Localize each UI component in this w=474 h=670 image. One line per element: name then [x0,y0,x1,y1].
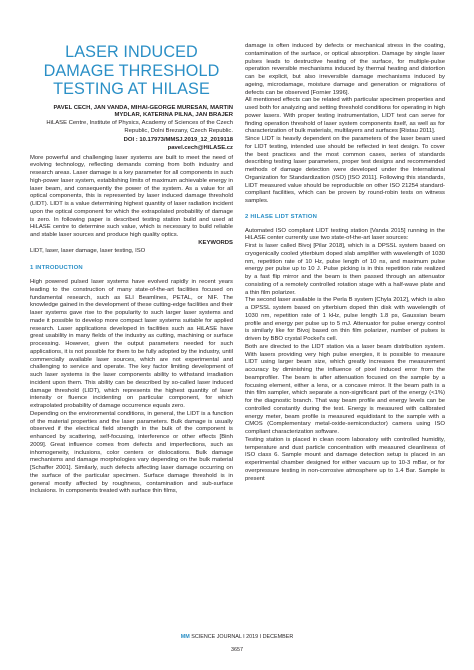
right-column [245,43,445,483]
paper-title: LASER INDUCED DAMAGE THRESHOLD TESTING AT HILASE [43,43,220,98]
keywords: LIDT, laser, laser damage, laser testing, ISO [30,247,146,254]
section-heading-hilase-lidt-station: 2 HILASE LIDT STATION [245,213,318,220]
paragraph: First is laser called Bivoj [Pilar 2018], which is a DPSSL system based on cryogenically cooled ytterbium doped slab amplifier with wavelength of 1030 nm, repetition rate of 10 Hz, pulse length of 10 ns, and maximum pulse energy per pulse up to 10 J. Pulse picking is in this repetition rate realized by a fast flip mirror and the beam is then passed through an attenuator consisting of a remotely controlled rotation stage with a half-wave plate and a thin film polarizer. [245,243,445,296]
paragraph: Both are directed to the LIDT station via a laser beam distribution system. With lasers providing very high pulse energies, it is possible to measure LIDT using larger beam size, which greatly increases the measurement accuracy by diminishing the influence of pixel induced error from the beamprofiler. The beam is after attenuation focused on the sample by a focusing element, either a lens, or a concave mirror. It the beam path is a thin film sampler, which separate a non-significant part of the energy (<1%) for the diagnostic branch. That way beam profile and energy levels can be controlled constantly during the test. Energy is measured with calibrated energy meter, beam profile is measured equidistant to the sample with a CMOS (Complementary metal-oxide-semiconductor) camera using ISO compliant characterization software. [245,343,445,435]
paragraph: damage is often induced by defects or mechanical stress in the coating, contamination of the surface, or optical absorption. Damage by single laser pulses leads to destructive heating of the surface, for multiple-pulse operation reversible mechanisms induced by thermal heating and distortion can be explicit, but also irreversible damage mechanisms induced by ageing, microdamage, moisture damage and generation or migrations of defects can be observed [Fornier 1996]. [245,43,445,96]
authors: PAVEL CECH, JAN VANDA, MIHAI-GEORGE MURESAN, MARTIN MYDLAR, KATERINA PILNA, JAN BRAJER [53,104,233,119]
paragraph: High powered pulsed laser systems have evolved rapidly in recent years leading to the construction of many state-of-the-art facilities focused on fundamental research, such as ELI Beamlines, PETAL, or NIF. The knowledge gained in the development of these cutting-edge facilities and their laser systems gave rise to the popularity to such larger laser systems and made it possible to develop more compact laser systems suitable for applied research. Laser applications developed in facilities such as HiLASE have great usability in many fields of the industry as cutting, machining or surface processing. However, given the output parameters needed for such applications, it is not possible for them to be fully adopted by the industry, until commercially available laser sources, which are not experimental and challenging to service and operate. The key factor limiting development of such laser systems is the laser components ability to withstand irradiation incident upon them. This ability can be described by so-called laser induced damage threshold (LIDT), which represents the highest quantity of laser intensity or fluence incidenting on particular component, for which extrapolated probability of damage occurrence equals zero. [30,279,233,409]
page-number: 3657 [231,647,243,653]
left-column [30,43,233,496]
journal-footer [0,634,474,640]
abstract: More powerful and challenging laser systems are built to meet the need of evolving technology, reflecting demands coming from both industry and research areas. Laser damage is a key parameter for all components in such high-power laser system, establishing limits of maximum achievable energy in laser beam, and consequently the power of the system. As a value for all optical components, this is represented by laser induced damage threshold (LIDT). LIDT is a value determining highest quantity of laser radiation incident upon the optical component for which the extrapolated probability of damage is zero. In following paper is described testing station build and used at HiLASE centre to determine such value, which is necessary to build reliable and stable laser sources and produce high quality optics. [30,154,233,238]
email-link[interactable]: pavel.cech@HiLASE.cz [167,144,233,151]
affiliation: HiLASE Centre, Institute of Physics, Academy of Sciences of the Czech Republic, Dolni Brezany, Czech Republic. [46,120,233,134]
doi[interactable]: DOI : 10.17973/MMSJ.2019_12_2019118 [123,136,233,143]
section-heading-introduction: 1 INTRODUCTION [30,265,83,272]
paragraph: Automated ISO compliant LIDT testing station [Vanda 2015] running in the HiLASE center currently use two state-of-the-art laser sources: [245,227,445,242]
paragraph: Since LIDT is heavily dependent on the parameters of the laser beam used for LIDT testing, intended use should be reflected in test design. To cover the best practices and the most common cases, series of standards describing testing laser parameters, proper test designs and recommended methods of damage detection were developed under the International Organization for Standardization (ISO) [ISO 2011]. Following this standards, LIDT measured value should be reproducible on other ISO 21254 standard-compliant facilities, which can be proven by round-robin tests on witness samples. [245,136,445,204]
paragraph: Testing station is placed in clean room laboratory with controlled humidity, temperature and dust particle concentration with measured cleanliness of ISO class 6. Sample mount and damage detection setup is placed in an experimental chamber designed for either vacuum up to 10-3 mBar, or for overpressure testing in non-corrosive atmosphere up to 1.4 Bar. Sample is present [245,436,445,482]
journal-brand: MM [180,634,190,640]
keywords-heading: KEYWORDS [198,239,233,246]
journal-issue: SCIENCE JOURNAL I 2019 I DECEMBER [191,634,294,640]
paragraph: All mentioned effects can be related with particular specimen properties and used both for analyzing and setting threshold conditions for operating in high power lasers. With proper testing instrumentation, LIDT test can serve for finding operation threshold of laser system components itself, as well as for characterization of bulk materials, multilayers and surfaces [Ristau 2011]. [245,97,445,135]
paragraph: Depending on the environmental conditions, in general, the LIDT is a function of the material properties and the laser parameters. Bulk damage is usually observed if the electrical field strength in the bulk of the component is enhanced by scattering, self-focusing, interference or other effects [Binh 2009]. Great influence comes from defects and imperfections, such as inhomogeneity, inclusions, color centers or dislocations. Bulk damage mechanisms and damage morphologies vary depending on the bulk material [Schaffer 2001]. Similarly, such defects affecting laser damage occurring on the surface of the particular specimen. Surface damage threshold is in general mostly affected by roughness, contamination and sub-surface inclusions. In components treated with surface thin films, [30,410,233,495]
paragraph: The second laser available is the Perla B system [Chyla 2012], which is also a DPSSL system based on ytterbium doped thin disk with wavelength of 1030 nm, repetition rate of 1 kHz, pulse length 1.8 ps, Gaussian beam profile and energy per pulse up to 5 mJ. Attenuator for pulse energy control is similarly like for Bivoj based on thin film polarizer, number of pulses is driven by BBO crystal Pockel's cell. [245,297,445,342]
